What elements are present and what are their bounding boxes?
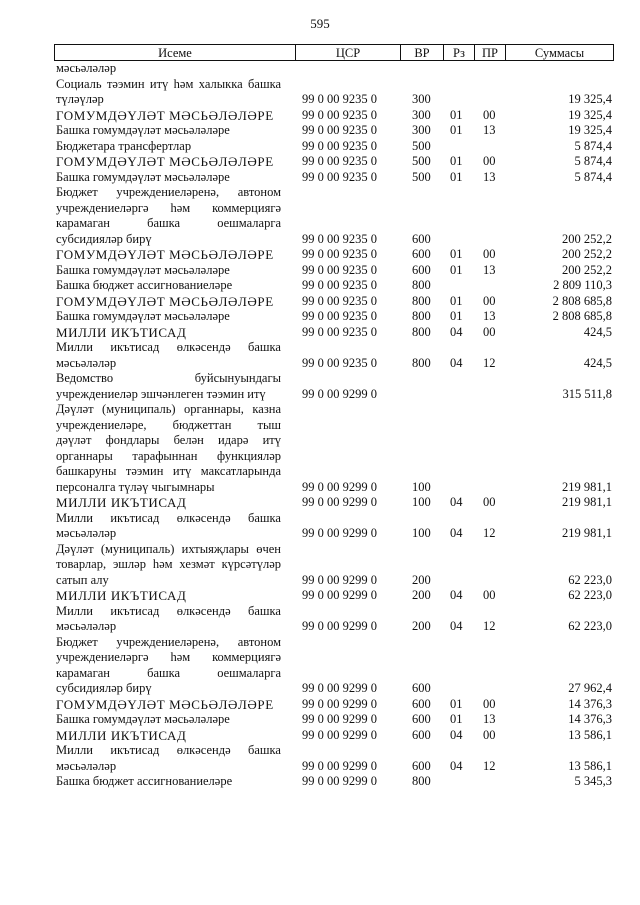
row-name-line: Башка гомумдәүләт мәсьәләләре (56, 169, 230, 184)
table-row (0, 325, 640, 341)
table-row (0, 77, 640, 108)
row-sum: 62 223,0 (568, 619, 612, 633)
row-csr: 99 0 00 9299 0 (302, 619, 377, 633)
row-vr: 600 (412, 262, 431, 277)
row-csr: 99 0 00 9235 0 (302, 92, 377, 106)
table-row (0, 154, 640, 170)
row-sum: 5 874,4 (574, 154, 612, 168)
row-rz: 04 (450, 526, 463, 540)
table-row (0, 712, 640, 728)
row-name (56, 495, 281, 511)
table-row (0, 728, 640, 744)
row-name-line: учреждениеләргә һәм коммерциягә (56, 200, 281, 215)
row-vr: 500 (412, 138, 431, 153)
row-vr: 800 (412, 774, 431, 788)
row-sum: 5 874,4 (574, 169, 612, 184)
row-pr: 13 (483, 262, 496, 277)
row-name-line: Социаль тәэмин итү һәм халыкка башка (56, 76, 281, 91)
row-vr: 600 (412, 727, 431, 742)
row-name (56, 712, 281, 728)
row-sum: 424,5 (583, 324, 612, 339)
header-name: Исеме (54, 45, 295, 61)
row-name (56, 743, 281, 774)
row-sum: 19 325,4 (568, 92, 612, 106)
table-row (0, 604, 640, 635)
row-name-line: Башка гомумдәүләт мәсьәләләре (56, 309, 230, 323)
row-name-line: Башка гомумдәүләт мәсьәләләре (56, 712, 230, 726)
row-name-line: Бюджетара трансфертлар (56, 138, 192, 153)
row-vr: 100 (412, 495, 431, 509)
row-name (56, 278, 281, 294)
row-rz: 01 (450, 123, 463, 137)
row-rz: 04 (450, 495, 463, 509)
page-number: 595 (310, 16, 330, 31)
row-pr: 12 (483, 758, 496, 773)
row-pr: 00 (483, 324, 496, 339)
row-name (56, 588, 281, 604)
table-row (0, 635, 640, 697)
row-rz: 04 (450, 619, 463, 633)
row-csr: 99 0 00 9299 0 (302, 495, 377, 509)
row-name-line: Башка бюджет ассигнованиеләре (56, 278, 233, 292)
row-name-line: Бюджет учреждениеләренә, автоном (56, 634, 281, 649)
row-rz: 04 (450, 727, 463, 742)
row-name (56, 604, 281, 635)
row-csr: 99 0 00 9299 0 (302, 727, 377, 742)
row-name (56, 263, 281, 279)
row-vr: 300 (412, 107, 431, 122)
row-vr: 200 (412, 588, 431, 602)
row-name-line: ГОМУМДӘҮЛӘТ МӘСЬӘЛӘЛӘРЕ (56, 247, 274, 262)
row-name (56, 123, 281, 139)
row-name-line: түләүләр (56, 92, 104, 106)
row-pr: 13 (483, 123, 496, 137)
row-rz: 01 (450, 696, 463, 711)
table-row (0, 278, 640, 294)
row-csr: 99 0 00 9235 0 (302, 278, 377, 292)
row-csr: 99 0 00 9235 0 (302, 247, 377, 261)
row-pr: 00 (483, 495, 496, 509)
row-name (56, 511, 281, 542)
row-sum: 219 981,1 (562, 495, 612, 509)
table-body (0, 61, 640, 790)
row-name-line: МИЛЛИ ИКЪТИСАД (56, 727, 187, 743)
table-row (0, 588, 640, 604)
table-row (0, 123, 640, 139)
row-name (56, 185, 281, 247)
row-name (56, 139, 281, 155)
row-name-line: Ведомство буйсынуындагы (56, 371, 281, 385)
row-name-line: Бюджет учреждениеләренә, автоном (56, 185, 281, 199)
row-vr: 600 (412, 758, 431, 773)
row-csr: 99 0 00 9235 0 (302, 154, 377, 168)
row-rz: 01 (450, 309, 463, 323)
row-vr: 500 (412, 169, 431, 184)
table-header (54, 44, 614, 61)
row-sum: 2 808 685,8 (552, 309, 612, 323)
row-name-line: дәүләт фондлары белән идарә итү (56, 433, 281, 447)
table-row (0, 247, 640, 263)
row-name-line: персоналга түләү чыгымнары (56, 479, 215, 494)
row-sum: 14 376,3 (568, 696, 612, 711)
row-sum: 13 586,1 (568, 758, 612, 773)
row-csr: 99 0 00 9299 0 (302, 696, 377, 711)
row-sum: 200 252,2 (562, 231, 612, 246)
row-name (56, 61, 281, 77)
table-row (0, 774, 640, 790)
row-name-line: Дәүләт (муниципаль) ихтыяҗлары өчен (56, 541, 281, 556)
table-row (0, 170, 640, 186)
table-row (0, 340, 640, 371)
row-vr: 800 (412, 278, 431, 292)
row-rz: 01 (450, 107, 463, 122)
table-row (0, 511, 640, 542)
row-csr: 99 0 00 9299 0 (302, 572, 377, 587)
row-name-line: МИЛЛИ ИКЪТИСАД (56, 588, 187, 603)
table-row (0, 402, 640, 495)
table-row (0, 743, 640, 774)
row-name-line: Дәүләт (муниципаль) органнары, казна (56, 402, 281, 416)
row-pr: 00 (483, 696, 496, 711)
row-rz: 01 (450, 154, 463, 168)
row-name-line: учреждениеләргә һәм коммерциягә (56, 650, 281, 664)
row-vr: 800 (412, 293, 431, 308)
row-vr: 800 (412, 355, 431, 370)
row-sum: 14 376,3 (568, 712, 612, 726)
row-rz: 04 (450, 758, 463, 773)
row-sum: 2 809 110,3 (553, 278, 612, 292)
row-name-line: карамаган башка оешмаларга (56, 665, 281, 680)
row-name-line: башкаруны тәэмин итү максатларында (56, 464, 281, 478)
row-name (56, 340, 281, 371)
row-sum: 62 223,0 (568, 572, 612, 587)
row-name (56, 542, 281, 589)
row-csr: 99 0 00 9299 0 (302, 712, 377, 726)
row-sum: 219 981,1 (562, 479, 612, 494)
row-csr: 99 0 00 9235 0 (302, 231, 377, 246)
row-name-line: ГОМУМДӘҮЛӘТ МӘСЬӘЛӘЛӘРЕ (56, 107, 274, 123)
row-name-line: мәсьәләләр (56, 61, 117, 75)
row-csr: 99 0 00 9299 0 (302, 526, 377, 540)
row-csr: 99 0 00 9235 0 (302, 169, 377, 184)
row-name-line: субсидияләр бирү (56, 231, 152, 246)
row-csr: 99 0 00 9235 0 (302, 123, 377, 137)
row-name-line: Милли икътисад өлкәсендә башка (56, 743, 281, 757)
row-vr: 600 (412, 681, 431, 695)
row-csr: 99 0 00 9299 0 (302, 479, 377, 494)
row-sum: 19 325,4 (568, 123, 612, 137)
table-row (0, 309, 640, 325)
row-vr: 200 (412, 619, 431, 633)
table-row (0, 263, 640, 279)
row-name-line: мәсьәләләр (56, 526, 117, 540)
row-csr: 99 0 00 9235 0 (302, 107, 377, 122)
row-csr: 99 0 00 9235 0 (302, 293, 377, 308)
table-row (0, 61, 640, 77)
row-name-line: органнары тарафыннан функцияләр (56, 448, 281, 463)
row-name-line: товарлар, эшләр һәм хезмәт күрсәтүләр (56, 557, 281, 571)
row-sum: 315 511,8 (562, 386, 612, 401)
row-pr: 00 (483, 107, 496, 122)
header-csr: ЦСР (295, 45, 400, 61)
row-name-line: ГОМУМДӘҮЛӘТ МӘСЬӘЛӘЛӘРЕ (56, 696, 274, 712)
row-vr: 600 (412, 247, 431, 261)
row-rz: 01 (450, 247, 463, 261)
row-name-line: субсидияләр бирү (56, 681, 152, 695)
row-vr: 600 (412, 231, 431, 246)
row-name-line: учреждениеләр эшчәнлеген тәэмин итү (56, 386, 266, 401)
row-rz: 01 (450, 293, 463, 308)
row-pr: 00 (483, 293, 496, 308)
row-csr: 99 0 00 9235 0 (302, 324, 377, 339)
row-vr: 300 (412, 92, 431, 106)
row-rz: 01 (450, 169, 463, 184)
row-vr: 600 (412, 712, 431, 726)
row-csr: 99 0 00 9299 0 (302, 758, 377, 773)
row-csr: 99 0 00 9299 0 (302, 386, 377, 401)
row-sum: 2 808 685,8 (552, 293, 612, 308)
row-rz: 04 (450, 588, 463, 602)
row-name (56, 635, 281, 697)
table-row (0, 542, 640, 589)
row-pr: 12 (483, 355, 496, 370)
row-pr: 13 (483, 309, 496, 323)
row-name (56, 728, 281, 744)
table-row (0, 495, 640, 511)
row-csr: 99 0 00 9299 0 (302, 774, 377, 788)
row-name-line: ГОМУМДӘҮЛӘТ МӘСЬӘЛӘЛӘРЕ (56, 293, 274, 309)
header-rz: Рз (443, 45, 474, 61)
row-csr: 99 0 00 9299 0 (302, 681, 377, 695)
row-name (56, 325, 281, 341)
row-sum: 5 345,3 (574, 774, 612, 788)
row-name (56, 294, 281, 310)
row-name (56, 371, 281, 402)
row-name-line: Башка бюджет ассигнованиеләре (56, 774, 233, 788)
table-row (0, 371, 640, 402)
row-pr: 13 (483, 169, 496, 184)
header-pr: ПР (474, 45, 505, 61)
row-pr: 13 (483, 712, 496, 726)
row-vr: 100 (412, 479, 431, 494)
table-row (0, 697, 640, 713)
row-name (56, 309, 281, 325)
row-name-line: карамаган башка оешмаларга (56, 216, 281, 230)
row-pr: 12 (483, 526, 496, 540)
row-csr: 99 0 00 9235 0 (302, 262, 377, 277)
table-row (0, 185, 640, 247)
row-name-line: сатып алу (56, 572, 109, 587)
row-vr: 100 (412, 526, 431, 540)
row-csr: 99 0 00 9235 0 (302, 138, 377, 153)
row-name-line: мәсьәләләр (56, 758, 117, 773)
row-sum: 5 874,4 (574, 138, 612, 153)
row-pr: 00 (483, 727, 496, 742)
row-sum: 27 962,4 (568, 681, 612, 695)
row-sum: 200 252,2 (562, 247, 612, 261)
row-pr: 12 (483, 619, 496, 633)
row-sum: 424,5 (583, 355, 612, 370)
row-name-line: Милли икътисад өлкәсендә башка (56, 603, 281, 618)
row-pr: 00 (483, 247, 496, 261)
header-vr: ВР (400, 45, 443, 61)
row-vr: 800 (412, 324, 431, 339)
row-name (56, 77, 281, 108)
row-name-line: мәсьәләләр (56, 355, 117, 370)
row-name (56, 774, 281, 790)
row-rz: 01 (450, 262, 463, 277)
row-vr: 200 (412, 572, 431, 587)
table-row (0, 139, 640, 155)
header-sum: Суммасы (505, 45, 614, 61)
row-csr: 99 0 00 9299 0 (302, 588, 377, 602)
row-name-line: мәсьәләләр (56, 619, 117, 633)
row-rz: 04 (450, 355, 463, 370)
row-name-line: Башка гомумдәүләт мәсьәләләре (56, 262, 230, 277)
row-name-line: Башка гомумдәүләт мәсьәләләре (56, 123, 230, 137)
row-name-line: Милли икътисад өлкәсендә башка (56, 340, 281, 354)
table-row (0, 294, 640, 310)
row-csr: 99 0 00 9235 0 (302, 309, 377, 323)
row-pr: 00 (483, 154, 496, 168)
row-sum: 219 981,1 (562, 526, 612, 540)
row-rz: 01 (450, 712, 463, 726)
row-name (56, 154, 281, 170)
row-pr: 00 (483, 588, 496, 602)
row-name (56, 247, 281, 263)
row-name (56, 170, 281, 186)
row-csr: 99 0 00 9235 0 (302, 355, 377, 370)
row-name-line: Милли икътисад өлкәсендә башка (56, 510, 281, 525)
row-name-line: МИЛЛИ ИКЪТИСАД (56, 324, 187, 340)
row-sum: 62 223,0 (568, 588, 612, 602)
row-name-line: учреждениеләре, бюджеттан тыш (56, 417, 281, 432)
table-row (0, 108, 640, 124)
row-vr: 800 (412, 309, 431, 323)
row-name-line: МИЛЛИ ИКЪТИСАД (56, 495, 187, 510)
row-name-line: ГОМУМДӘҮЛӘТ МӘСЬӘЛӘЛӘРЕ (56, 154, 274, 169)
row-vr: 500 (412, 154, 431, 168)
row-sum: 13 586,1 (568, 727, 612, 742)
row-rz: 04 (450, 324, 463, 339)
row-name (56, 697, 281, 713)
row-name (56, 108, 281, 124)
row-vr: 300 (412, 123, 431, 137)
row-name (56, 402, 281, 495)
row-vr: 600 (412, 696, 431, 711)
row-sum: 200 252,2 (562, 262, 612, 277)
row-sum: 19 325,4 (568, 107, 612, 122)
